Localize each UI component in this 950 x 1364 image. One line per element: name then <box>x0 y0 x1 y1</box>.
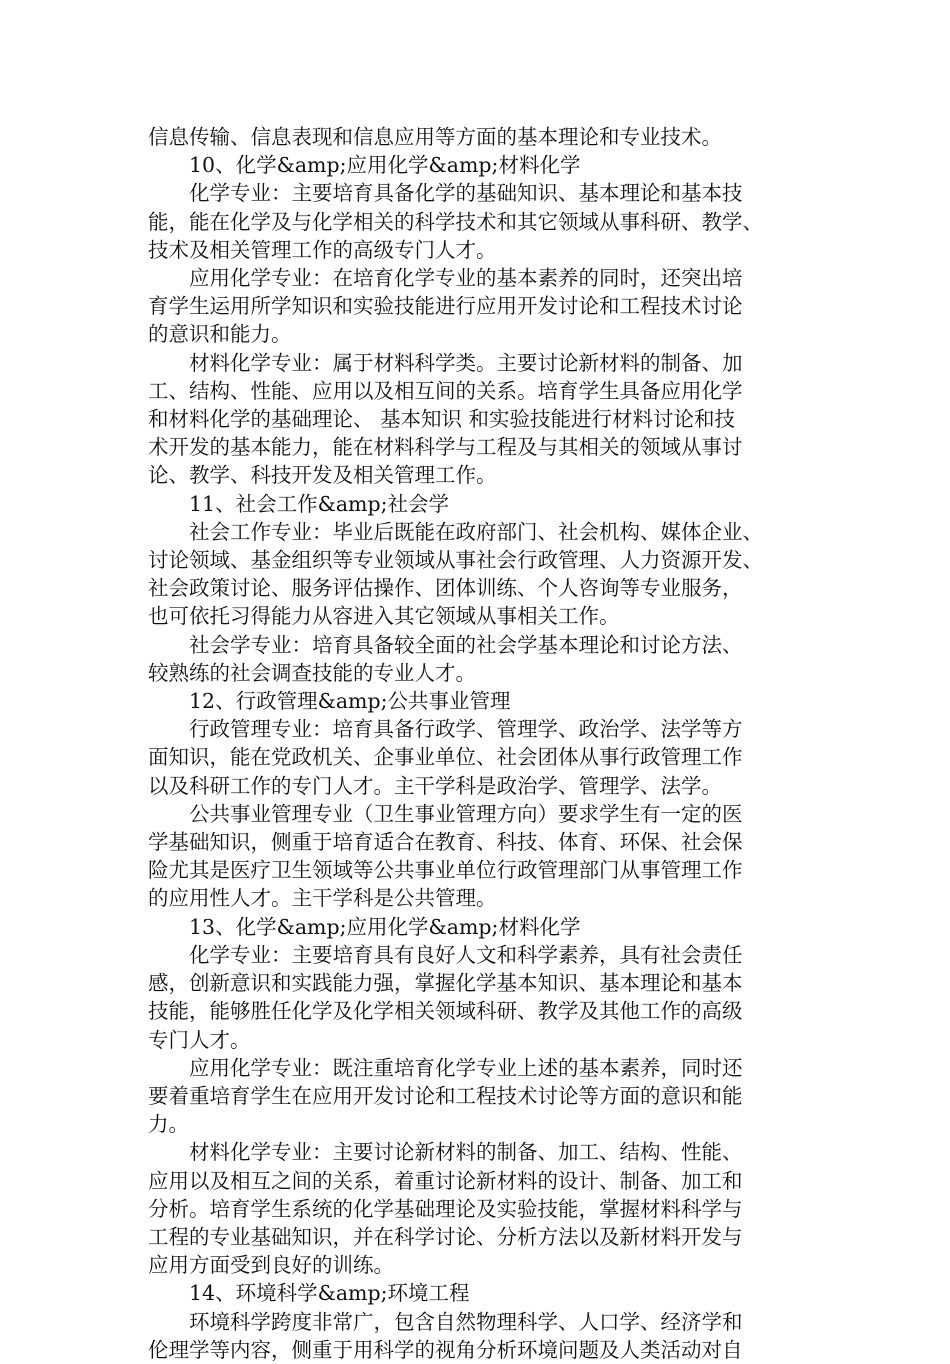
section-heading-10: 10、化学&amp;应用化学&amp;材料化学 <box>189 153 581 178</box>
paragraph-materials-chemistry: 材料化学专业：属于材料科学类。主要讨论新材料的制备、加 工、结构、性能、应用以及相互间的关系。培育学生具备应用化学 和材料化学的基础理论、 基本知识 和实验技能进行材料讨论和技 术开发的基本能力，能在材料科学与工程及与其相关的领域从事讨 论、教学、科技开发及相关管理工作。 <box>148 350 743 488</box>
section-heading-13: 13、化学&amp;应用化学&amp;材料化学 <box>189 914 581 939</box>
section-heading-11: 11、社会工作&amp;社会学 <box>189 491 450 516</box>
paragraph-administration: 行政管理专业：培育具备行政学、管理学、政治学、法学等方 面知识，能在党政机关、企事业单位、社会团体从事行政管理工作 以及科研工作的专门人才。主干学科是政治学、管理学、法学。 <box>148 717 743 798</box>
document-page <box>148 123 828 1364</box>
paragraph-1: 信息传输、信息表现和信息应用等方面的基本理论和专业技术。 <box>148 125 722 149</box>
paragraph-applied-chemistry-2: 应用化学专业：既注重培育化学专业上述的基本素养，同时还 要着重培育学生在应用开发讨论和工程技术讨论等方面的意识和能 力。 <box>148 1055 743 1137</box>
paragraph-social-work: 社会工作专业：毕业后既能在政府部门、社会机构、媒体企业、 讨论领域、基金组织等专业领域从事社会行政管理、人力资源开发、 社会政策讨论、服务评估操作、团体训练、个人咨询等专业服务， 也可依托习得能力从容进入其它领域从事相关工作。 <box>148 519 763 629</box>
paragraph-environmental-science: 环境科学跨度非常广，包含自然物理科学、人口学、经济学和 伦理学等内容，侧重于用科学的视角分析环境问题及人类活动对自 <box>148 1309 743 1362</box>
section-heading-14: 14、环境科学&amp;环境工程 <box>189 1281 470 1306</box>
section-heading-12: 12、行政管理&amp;公共事业管理 <box>189 689 511 714</box>
paragraph-chemistry-2: 化学专业：主要培育具有良好人文和科学素养，具有社会责任 感，创新意识和实践能力强，掌握化学基本知识、基本理论和基本 技能，能够胜任化学及化学相关领域科研、教学及其他工作的高级 专门人才。 <box>148 942 743 1052</box>
paragraph-applied-chemistry: 应用化学专业：在培育化学专业的基本素养的同时，还突出培 育学生运用所学知识和实验技能进行应用开发讨论和工程技术讨论 的意识和能力。 <box>148 266 743 347</box>
paragraph-materials-chemistry-2: 材料化学专业：主要讨论新材料的制备、加工、结构、性能、 应用以及相互之间的关系，着重讨论新材料的设计、制备、加工和 分析。培育学生系统的化学基础理论及实验技能，掌握材料科学与 工程的专业基础知识，并在科学讨论、分析方法以及新材料开发与 应用方面受到良好的训练。 <box>148 1140 743 1278</box>
paragraph-chemistry: 化学专业：主要培育具备化学的基础知识、基本理论和基本技 能，能在化学及与化学相关的科学技术和其它领域从事科研、教学、 技术及相关管理工作的高级专门人才。 <box>148 181 763 262</box>
paragraph-public-affairs: 公共事业管理专业（卫生事业管理方向）要求学生有一定的医 学基础知识，侧重于培育适合在教育、科技、体育、环保、社会保 险尤其是医疗卫生领域等公共事业单位行政管理部门从事管理工作 的应用性人才。主干学科是公共管理。 <box>148 801 743 911</box>
paragraph-sociology: 社会学专业：培育具备较全面的社会学基本理论和讨论方法、 较熟练的社会调查技能的专业人才。 <box>148 632 743 685</box>
